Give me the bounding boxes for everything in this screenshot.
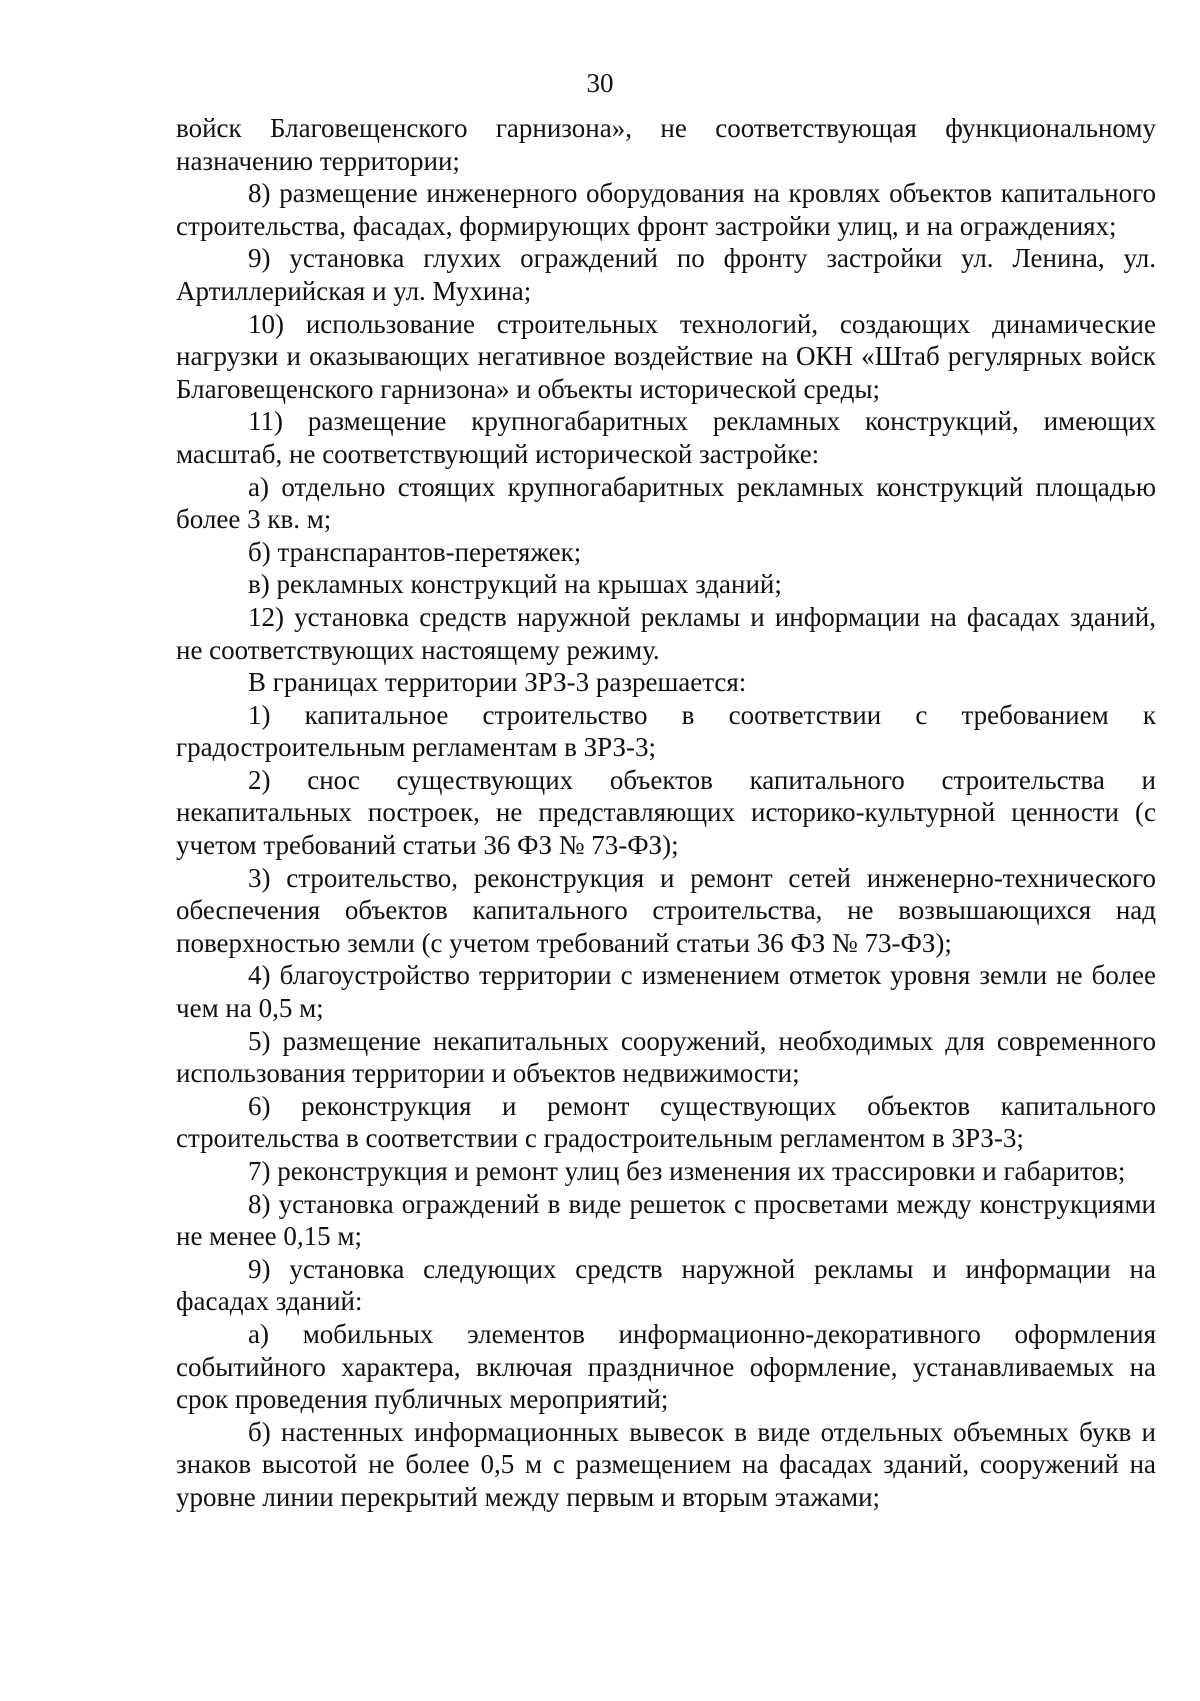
paragraph: 12) установка средств наружной рекламы и информации на фасадах зданий, не соответствующих настоящему режиму. — [176, 601, 1156, 665]
page-number: 30 — [586, 68, 614, 98]
paragraph: 9) установка следующих средств наружной рекламы и информации на фасадах зданий: — [176, 1253, 1156, 1317]
paragraph: 1) капитальное строительство в соответствии с требованием к градостроительным регламентам в ЗРЗ-3; — [176, 699, 1156, 763]
paragraph: б) транспарантов-перетяжек; — [248, 536, 582, 567]
paragraph: 5) размещение некапитальных сооружений, необходимых для современного использования территории и объектов недвижимости; — [176, 1025, 1156, 1089]
paragraph: б) настенных информационных вывесок в виде отдельных объемных букв и знаков высотой не более 0,5 м с размещением на фасадах зданий, сооружений на уровне линии перекрытий между первым и вторым этажами; — [176, 1416, 1156, 1512]
paragraph: в) рекламных конструкций на крышах зданий; — [248, 569, 782, 600]
paragraph: 2) снос существующих объектов капитального строительства и некапитальных построек, не представляющих историко-культурной ценности (с учетом требований статьи 36 ФЗ № 73-ФЗ); — [176, 764, 1156, 861]
paragraph: 7) реконструкция и ремонт улиц без изменения их трассировки и габаритов; — [248, 1156, 1126, 1186]
paragraph: 11) размещение крупногабаритных рекламных конструкций, имеющих масштаб, не соответствующий исторической застройке: — [176, 406, 1156, 469]
paragraph: В границах территории ЗРЗ-3 разрешается: — [248, 667, 747, 698]
paragraph: 8) установка ограждений в виде решеток с просветами между конструкциями не менее 0,15 м; — [176, 1188, 1156, 1252]
paragraph: войск Благовещенского гарнизона», не соответствующая функциональному назначению территории; — [176, 113, 1156, 176]
paragraph: 3) строительство, реконструкция и ремонт сетей инженерно-технического обеспечения объектов капитального строительства, не возвышающихся над поверхностью земли (с учетом требований статьи 36 ФЗ № 73-ФЗ); — [176, 862, 1156, 958]
paragraph: 6) реконструкция и ремонт существующих объектов капитального строительства в соответствии с градостроительным регламентом в ЗРЗ-3; — [176, 1090, 1156, 1154]
document-body — [176, 112, 1156, 1514]
paragraph: 8) размещение инженерного оборудования на кровлях объектов капитального строительства, фасадах, формирующих фронт застройки улиц, и на ограждениях; — [176, 178, 1156, 241]
paragraph: а) отдельно стоящих крупногабаритных рекламных конструкций площадью более 3 кв. м; — [176, 471, 1156, 535]
paragraph: а) мобильных элементов информационно-декоративного оформления событийного характера, включая праздничное оформление, устанавливаемых на срок проведения публичных мероприятий; — [176, 1318, 1156, 1415]
paragraph: 9) установка глухих ограждений по фронту застройки ул. Ленина, ул. Артиллерийская и ул. Мухина; — [176, 243, 1156, 306]
paragraph: 4) благоустройство территории с изменением отметок уровня земли не более чем на 0,5 м; — [176, 960, 1156, 1024]
paragraph: 10) использование строительных технологий, создающих динамические нагрузки и оказывающих негативное воздействие на ОКН «Штаб регулярных войск Благовещенского гарнизона» и объекты исторической среды; — [176, 308, 1156, 404]
